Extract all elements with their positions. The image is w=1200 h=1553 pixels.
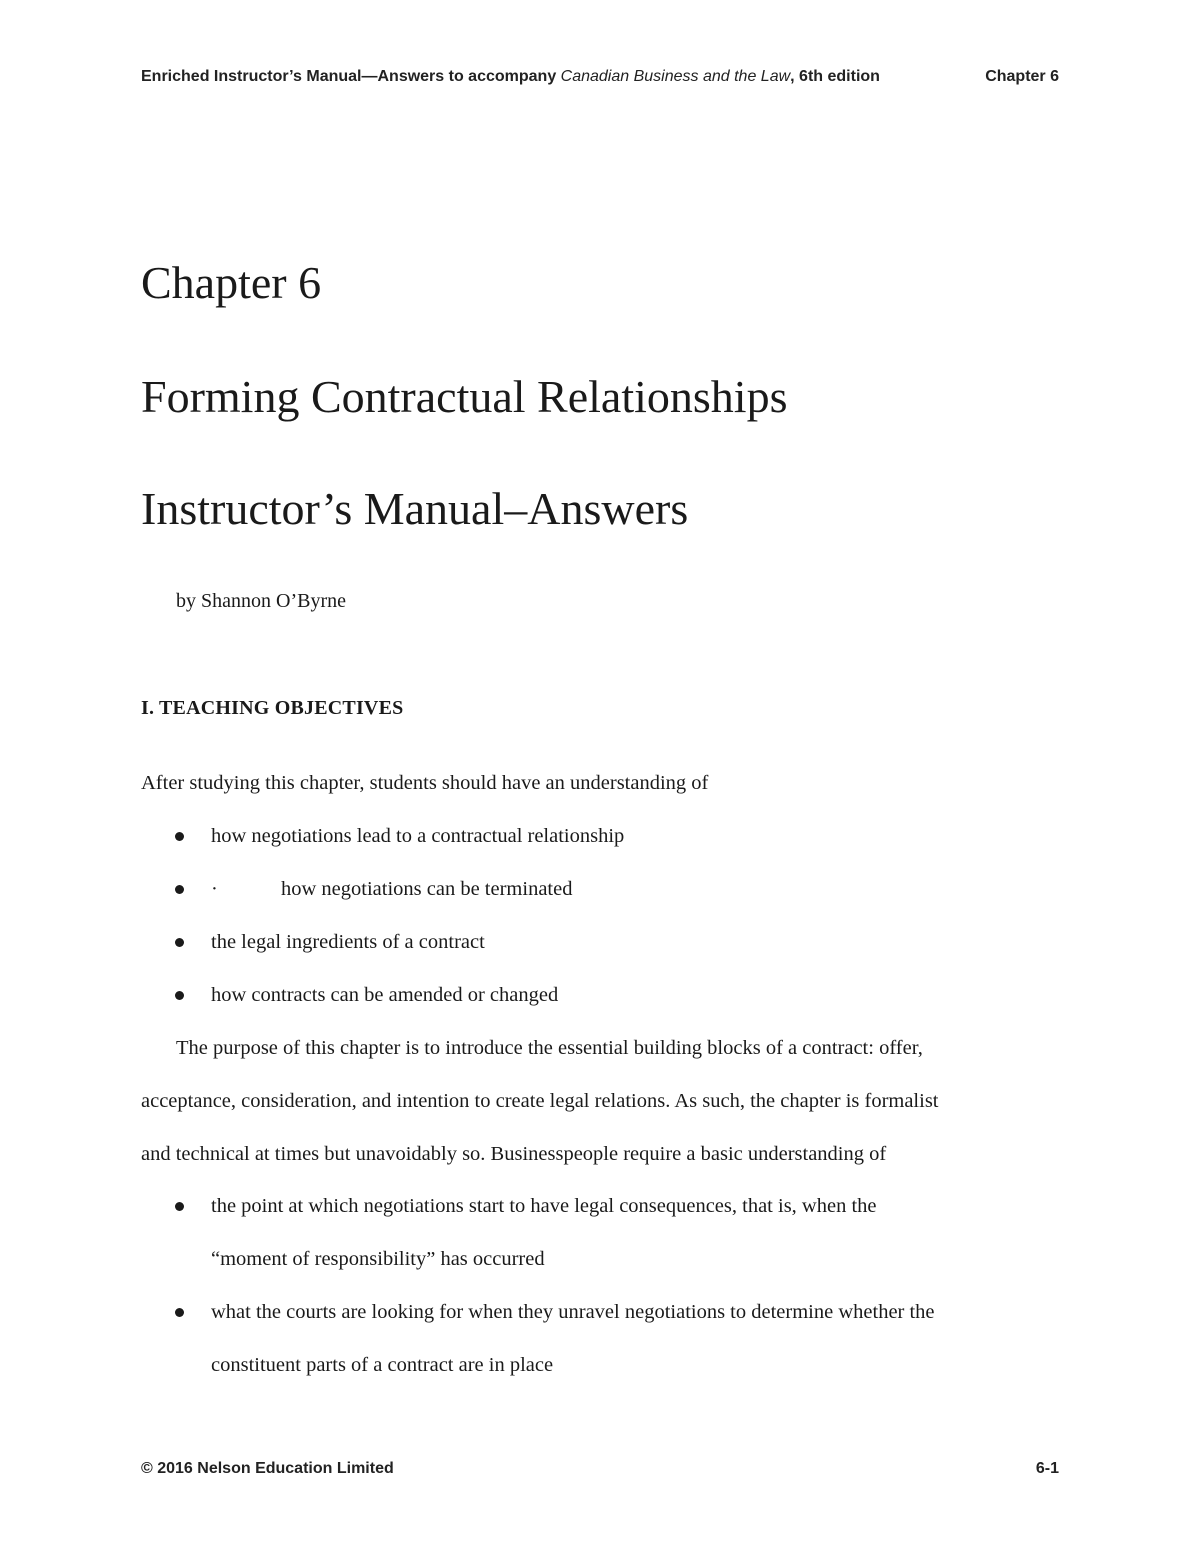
purpose-paragraph [141, 1022, 1061, 1181]
list-item-text: how negotiations lead to a contractual relationship [211, 825, 625, 847]
list-item [141, 1180, 1061, 1286]
list-item [141, 1286, 1061, 1392]
requirements-list [141, 1180, 1061, 1392]
paragraph-line: The purpose of this chapter is to introduce the essential building blocks of a contract: offer, [176, 1037, 923, 1059]
objectives-list [141, 810, 1061, 1022]
page-header [141, 68, 1059, 94]
list-item-line: what the courts are looking for when they unravel negotiations to determine whether the [211, 1301, 935, 1323]
chapter-number: Chapter 6 [141, 257, 322, 308]
bullet-icon [175, 1202, 184, 1211]
header-prefix: Enriched Instructor’s Manual—Answers to accompany [141, 68, 561, 85]
list-item-text: how negotiations can be terminated [281, 878, 573, 900]
header-chapter: Chapter 6 [985, 68, 1059, 85]
list-item [141, 969, 1061, 1022]
section-heading: I. TEACHING OBJECTIVES [141, 697, 404, 719]
list-item [141, 863, 1061, 916]
bullet-icon [175, 885, 184, 894]
list-item [141, 810, 1061, 863]
list-item-text: how contracts can be amended or changed [211, 984, 559, 1006]
bullet-icon [175, 832, 184, 841]
list-item-line: “moment of responsibility” has occurred [211, 1248, 545, 1270]
header-title [141, 68, 880, 86]
list-item [141, 916, 1061, 969]
chapter-subtitle: Instructor’s Manual–Answers [141, 483, 689, 534]
footer-copyright: © 2016 Nelson Education Limited [141, 1460, 394, 1477]
bullet-icon [175, 1308, 184, 1317]
list-item-line: the point at which negotiations start to have legal consequences, that is, when the [211, 1195, 877, 1217]
paragraph-line: acceptance, consideration, and intention to create legal relations. As such, the chapter is formalist [141, 1090, 939, 1112]
list-item-line: constituent parts of a contract are in place [211, 1354, 554, 1376]
sub-bullet-marker: · [211, 878, 218, 900]
list-item-text: the legal ingredients of a contract [211, 931, 485, 953]
paragraph-line: and technical at times but unavoidably so. Businesspeople require a basic understanding of [141, 1143, 887, 1165]
author-byline: by Shannon O’Byrne [176, 590, 346, 612]
header-book-title: Canadian Business and the Law [560, 68, 791, 85]
objectives-intro: After studying this chapter, students should have an understanding of [141, 772, 709, 794]
header-edition: , 6th edition [790, 68, 880, 85]
bullet-icon [175, 938, 184, 947]
bullet-icon [175, 991, 184, 1000]
chapter-title: Forming Contractual Relationships [141, 371, 788, 422]
footer-page-number: 6-1 [1035, 1460, 1059, 1477]
